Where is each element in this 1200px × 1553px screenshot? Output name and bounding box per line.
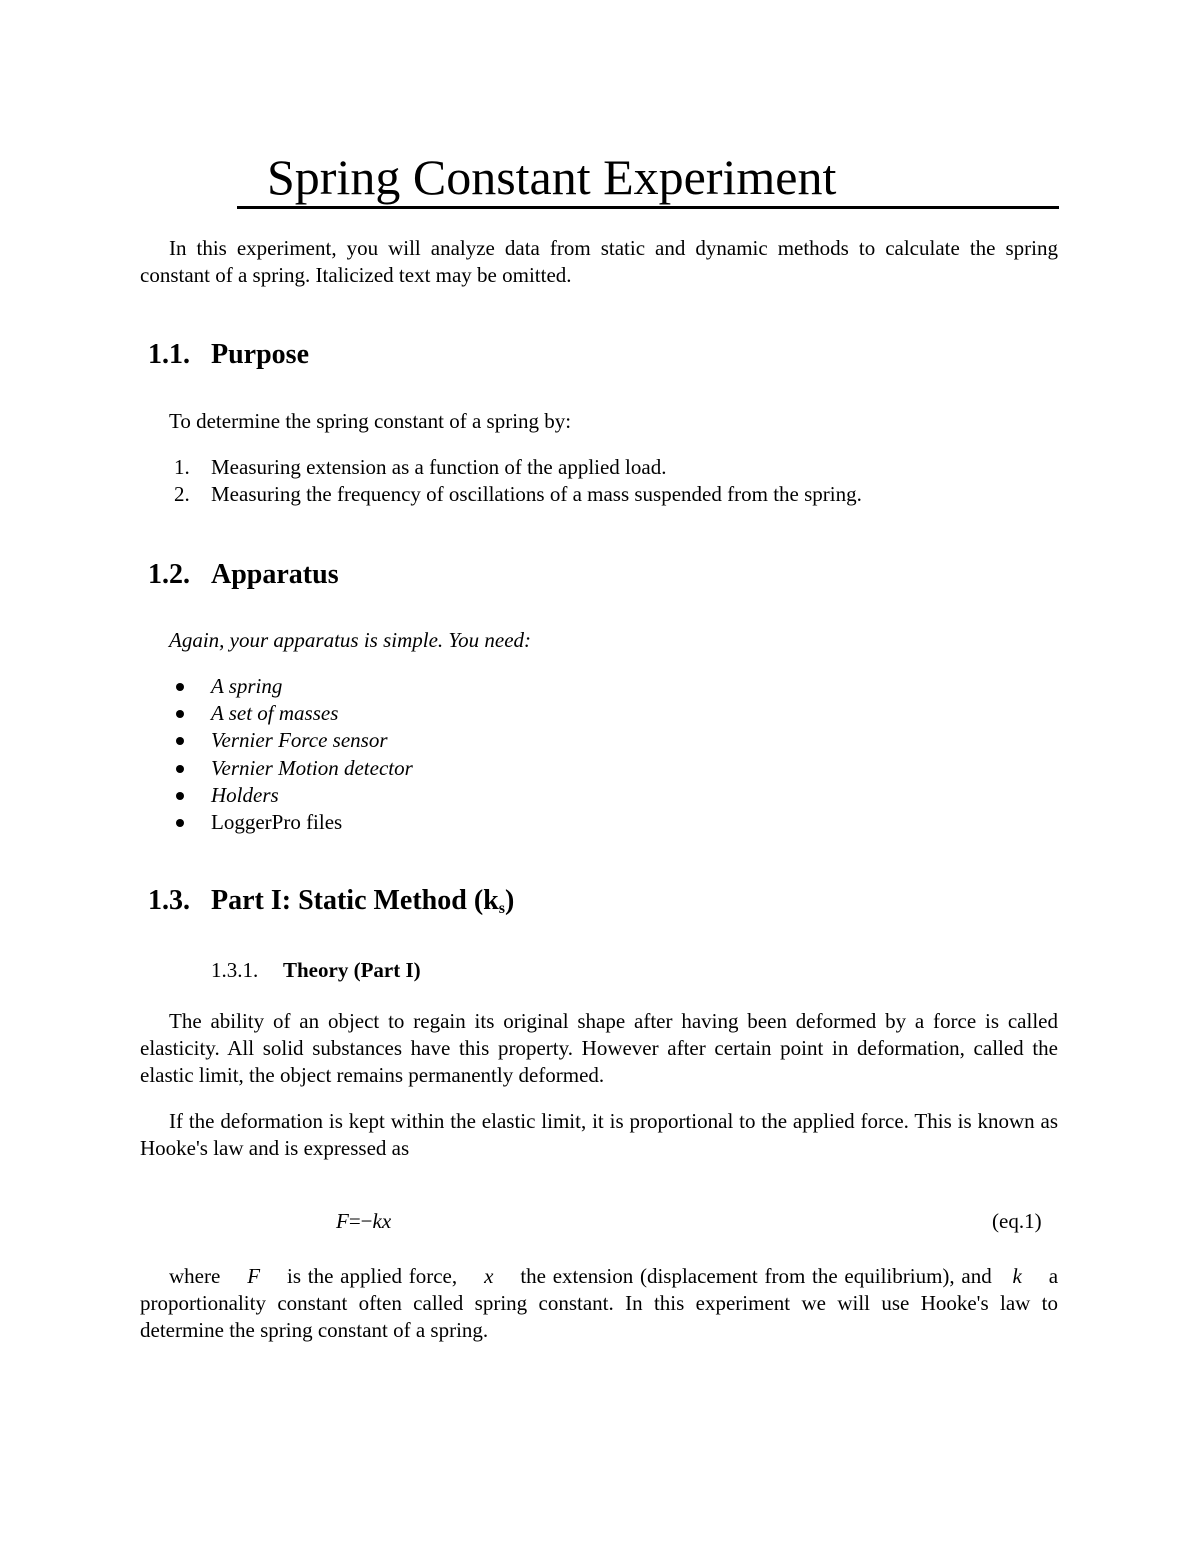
- theory-paragraph-2: If the deformation is kept within the elastic limit, it is proportional to the applied force. This is known as Hooke's law and is expressed as: [140, 1109, 1058, 1160]
- bullet-icon: [176, 792, 184, 800]
- document-title: Spring Constant Experiment: [267, 149, 837, 205]
- list-item: A spring: [0, 673, 1200, 700]
- list-item: A set of masses: [0, 700, 1200, 727]
- intro-paragraph: In this experiment, you will analyze data from static and dynamic methods to calculate the spring constant of a spring. Italicized text may be omitted.: [140, 236, 1058, 287]
- list-item: Vernier Motion detector: [0, 755, 1200, 782]
- theory-paragraph-1: The ability of an object to regain its original shape after having been deformed by a force is called elasticity. All solid substances have this property. However after certain point in deformation, called the elastic limit, the object remains permanently deformed.: [140, 1009, 1058, 1087]
- apparatus-list: [0, 673, 1200, 836]
- subsection-heading-theory: [211, 957, 421, 984]
- title-underline: [237, 148, 1059, 209]
- subsection-title: Theory (Part I): [283, 958, 421, 982]
- section-number: 1.3.: [148, 885, 190, 916]
- list-item: LoggerPro files: [0, 809, 1200, 836]
- list-item: Vernier Force sensor: [0, 727, 1200, 754]
- subsection-number: 1.3.1.: [211, 958, 259, 982]
- bullet-icon: [176, 765, 184, 773]
- purpose-list: [0, 454, 1200, 508]
- list-item: 1. Measuring extension as a function of the applied load.: [174, 455, 667, 479]
- section-number: 1.1.: [148, 339, 190, 370]
- section-title-subscript: s: [498, 900, 505, 917]
- section-title: Part I: Static Method (k: [211, 885, 499, 916]
- section-number: 1.2.: [148, 559, 190, 590]
- apparatus-lead: Again, your apparatus is simple. You need:: [169, 628, 532, 652]
- section-title: Purpose: [211, 339, 309, 370]
- bullet-icon: [176, 819, 184, 827]
- list-item: Holders: [0, 782, 1200, 809]
- bullet-icon: [176, 710, 184, 718]
- section-heading-purpose: [148, 338, 309, 372]
- bullet-icon: [176, 683, 184, 691]
- purpose-lead: To determine the spring constant of a spring by:: [169, 409, 572, 433]
- section-title: Apparatus: [211, 559, 339, 590]
- section-heading-apparatus: [148, 558, 339, 592]
- section-heading-static-method: [148, 884, 514, 926]
- bullet-icon: [176, 737, 184, 745]
- section-title-end: ): [504, 885, 515, 916]
- where-paragraph: where F is the applied force, x the extension (displacement from the equilibrium), and k a proportionality constant often called spring constant. In this experiment we will use Hooke's law to determine the spring constant of a spring.: [140, 1264, 1059, 1342]
- list-item: 2. Measuring the frequency of oscillations of a mass suspended from the spring.: [174, 482, 862, 507]
- equation-hookes-law: F=−kx: [336, 1209, 392, 1233]
- equation-label: (eq.1): [992, 1209, 1042, 1233]
